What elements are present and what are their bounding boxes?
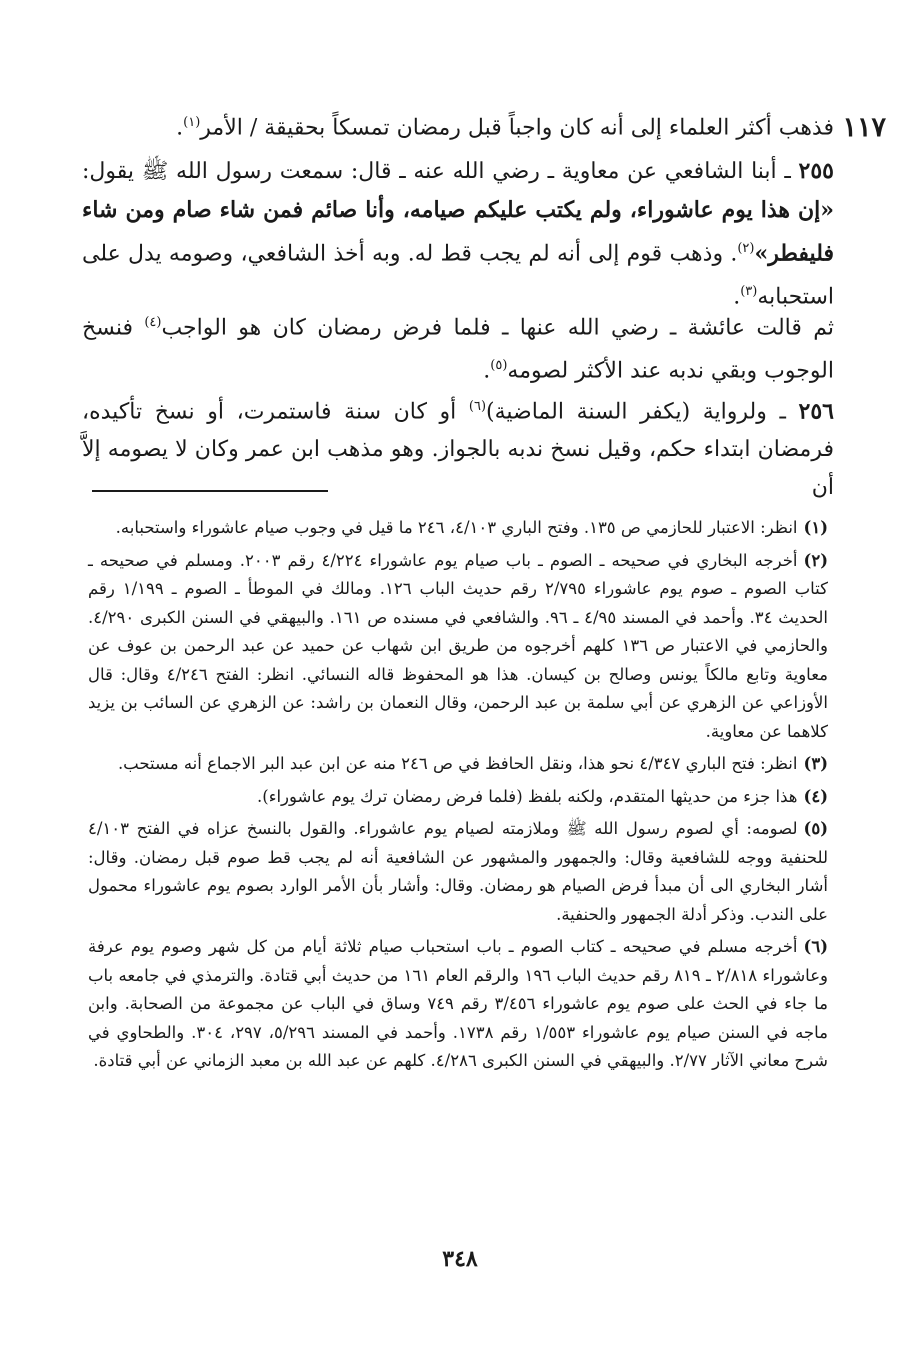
footnote-divider <box>92 490 328 492</box>
footnote-ref-1[interactable]: (١) <box>183 115 201 130</box>
hadith-continuation: أو كان سنة فاستمرت، أو نسخ تأكيده، فرمضان ابتداء حكم، وقيل نسخ ندبه بالجواز. وهو مذهب ابن عمر وكان لا يصومه إلاَّ أن <box>82 399 834 501</box>
footnote: (١)انظر: الاعتبار للحازمي ص ١٣٥. وفتح الباري ٤/١٠٣، ٢٤٦ ما قيل في وجوب صيام عاشوراء واستحبابه. <box>115 518 828 537</box>
footnote-ref-5[interactable]: (٥) <box>490 358 508 374</box>
footnote-ref-2[interactable]: (٢) <box>737 241 755 256</box>
intro-line: فذهب أكثر العلماء إلى أنه كان واجباً قبل رمضان تمسكاً بحقيقة / الأمر$^{(١)}$. <box>176 115 834 141</box>
paragraph-text: ثم قالت عائشة ـ رضي الله عنها ـ فلما فرض رمضان كان هو الواجب <box>161 315 834 341</box>
footnotes <box>88 514 828 1080</box>
footnote: (٥)لصومه: أي لصوم رسول الله ﷺ وملازمته لصيام يوم عاشوراء. والقول بالنسخ عزاه في الفتح ٤/١٠٣ للحنفية ووجه للشافعية وقال: والجمهور والمشهور عن الشافعية أنه لم يجب قط صوم قبل رمضان. وقال: أشار البخاري الى أن مبدأ فرض الصيام هو رمضان. وقال: وأشار بأن الأمر الوارد بصوم يوم عاشوراء محمول على الندب. وذكر أدلة الجمهور والحنفية. <box>88 819 828 924</box>
intro-text: فذهب أكثر العلماء إلى أنه كان واجباً قبل رمضان تمسكاً بحقيقة / الأمر <box>200 115 834 141</box>
hadith-text: ـ ولرواية (يكفر السنة الماضية) <box>486 399 786 425</box>
footnote: (٦)أخرجه مسلم في صحيحه ـ كتاب الصوم ـ باب استحباب صيام ثلاثة أيام من كل شهر وصوم يوم عرفة وعاشوراء ٢/٨١٨ ـ ٨١٩ رقم حديث الباب ١٩٦ والرقم العام ١٦١ من حديث أبي قتادة. والترمذي في جامعه باب ما جاء في الحث على صوم يوم عاشوراء ٣/٤٥٦ رقم ٧٤٩ وساق في الباب عن مجموعة من الصحابة. وابن ماجه في السنن صيام يوم عاشوراء ١/٥٥٣ رقم ١٧٣٨. وأحمد في المسند ٥/٢٩٦، ٢٩٧، ٣٠٤. والطحاوي في شرح معاني الآثار ٢/٧٧. والبيهقي في السنن الكبرى ٤/٢٨٦. كلهم عن عبد الله بن معبد الزماني عن أبي قتادة. <box>88 937 829 1070</box>
footnote: (٢)أخرجه البخاري في صحيحه ـ الصوم ـ باب صيام يوم عاشوراء ٤/٢٢٤ رقم ٢٠٠٣. ومسلم في صحيحه ـ كتاب الصوم ـ صوم يوم عاشوراء ٢/٧٩٥ رقم حديث الباب ١٢٦. ومالك في الموطأ ـ الصوم ـ ١/١٩٩ رقم الحديث ٣٤. وأحمد في المسند ٤/٩٥ ـ ٩٦. والشافعي في مسنده ص ١٦١. والبيهقي في السنن الكبرى ٤/٢٩٠. والحازمي في الاعتبار ص ١٣٦ كلهم أخرجوه من طريق ابن شهاب عن حميد عن عبد الرحمن بن عوف عن معاوية وتابع مالكاً يونس وصالح بن كيسان. هذا هو المحفوظ قاله النسائي. انظر: الفتح ٤/٢٤٦ وقال: قال الأوزاعي عن الزهري عن أبي سلمة بن عبد الرحمن، وقال النعمان بن راشد: عن الزهري عن السائب بن يزيد كلاهما عن معاوية. <box>88 550 829 741</box>
margin-number: ١١٧ <box>842 112 886 143</box>
paragraph-aisha: ثم قالت عائشة ـ رضي الله عنها ـ فلما فرض رمضان كان هو الواجب$^{(٤)}$ فنسخ الوجوب وبقي ندبه عند الأكثر لصومه$^{(٥)}$. <box>82 315 834 384</box>
hadith-text: ـ أبنا الشافعي عن معاوية ـ رضي الله عنه ـ قال: سمعت رسول الله ﷺ يقول: <box>82 159 791 184</box>
page-number: ٣٤٨ <box>442 1246 478 1272</box>
footnote-ref-6[interactable]: (٦) <box>468 399 487 414</box>
hadith-255: ٢٥٥ ـ أبنا الشافعي عن معاوية ـ رضي الله عنه ـ قال: سمعت رسول الله ﷺ يقول: «إن هذا يوم عاشوراء، ولم يكتب عليكم صيامه، وأنا صائم فمن شاء صام ومن شاء فليفطر»$^{(٢)}$. وذهب قوم إلى أنه لم يجب قط له. وبه أخذ الشافعي، وصومه يدل على استحبابه$^{(٣)}$. <box>82 158 834 310</box>
hadith-number: ٢٥٦ <box>798 398 834 425</box>
hadith-continuation: . وذهب قوم إلى أنه لم يجب قط له. وبه أخذ الشافعي، وصومه يدل على استحبابه <box>82 241 834 310</box>
footnote-ref-3[interactable]: (٣) <box>740 284 758 300</box>
footnote: (٤)هذا جزء من حديثها المتقدم، ولكنه بلفظ (فلما فرض رمضان ترك يوم عاشوراء). <box>257 786 828 806</box>
hadith-quote: «إن هذا يوم عاشوراء، ولم يكتب عليكم صيامه، وأنا صائم فمن شاء صام ومن شاء فليفطر» <box>82 197 834 267</box>
footnote-ref-4[interactable]: (٤) <box>144 315 162 330</box>
hadith-number: ٢٥٥ <box>798 158 834 184</box>
footnote: (٣)انظر: فتح الباري ٤/٣٤٧ نحو هذا، ونقل الحافظ في ص ٢٤٦ منه عن ابن عبد البر الاجماع أنه مستحب. <box>117 754 828 773</box>
